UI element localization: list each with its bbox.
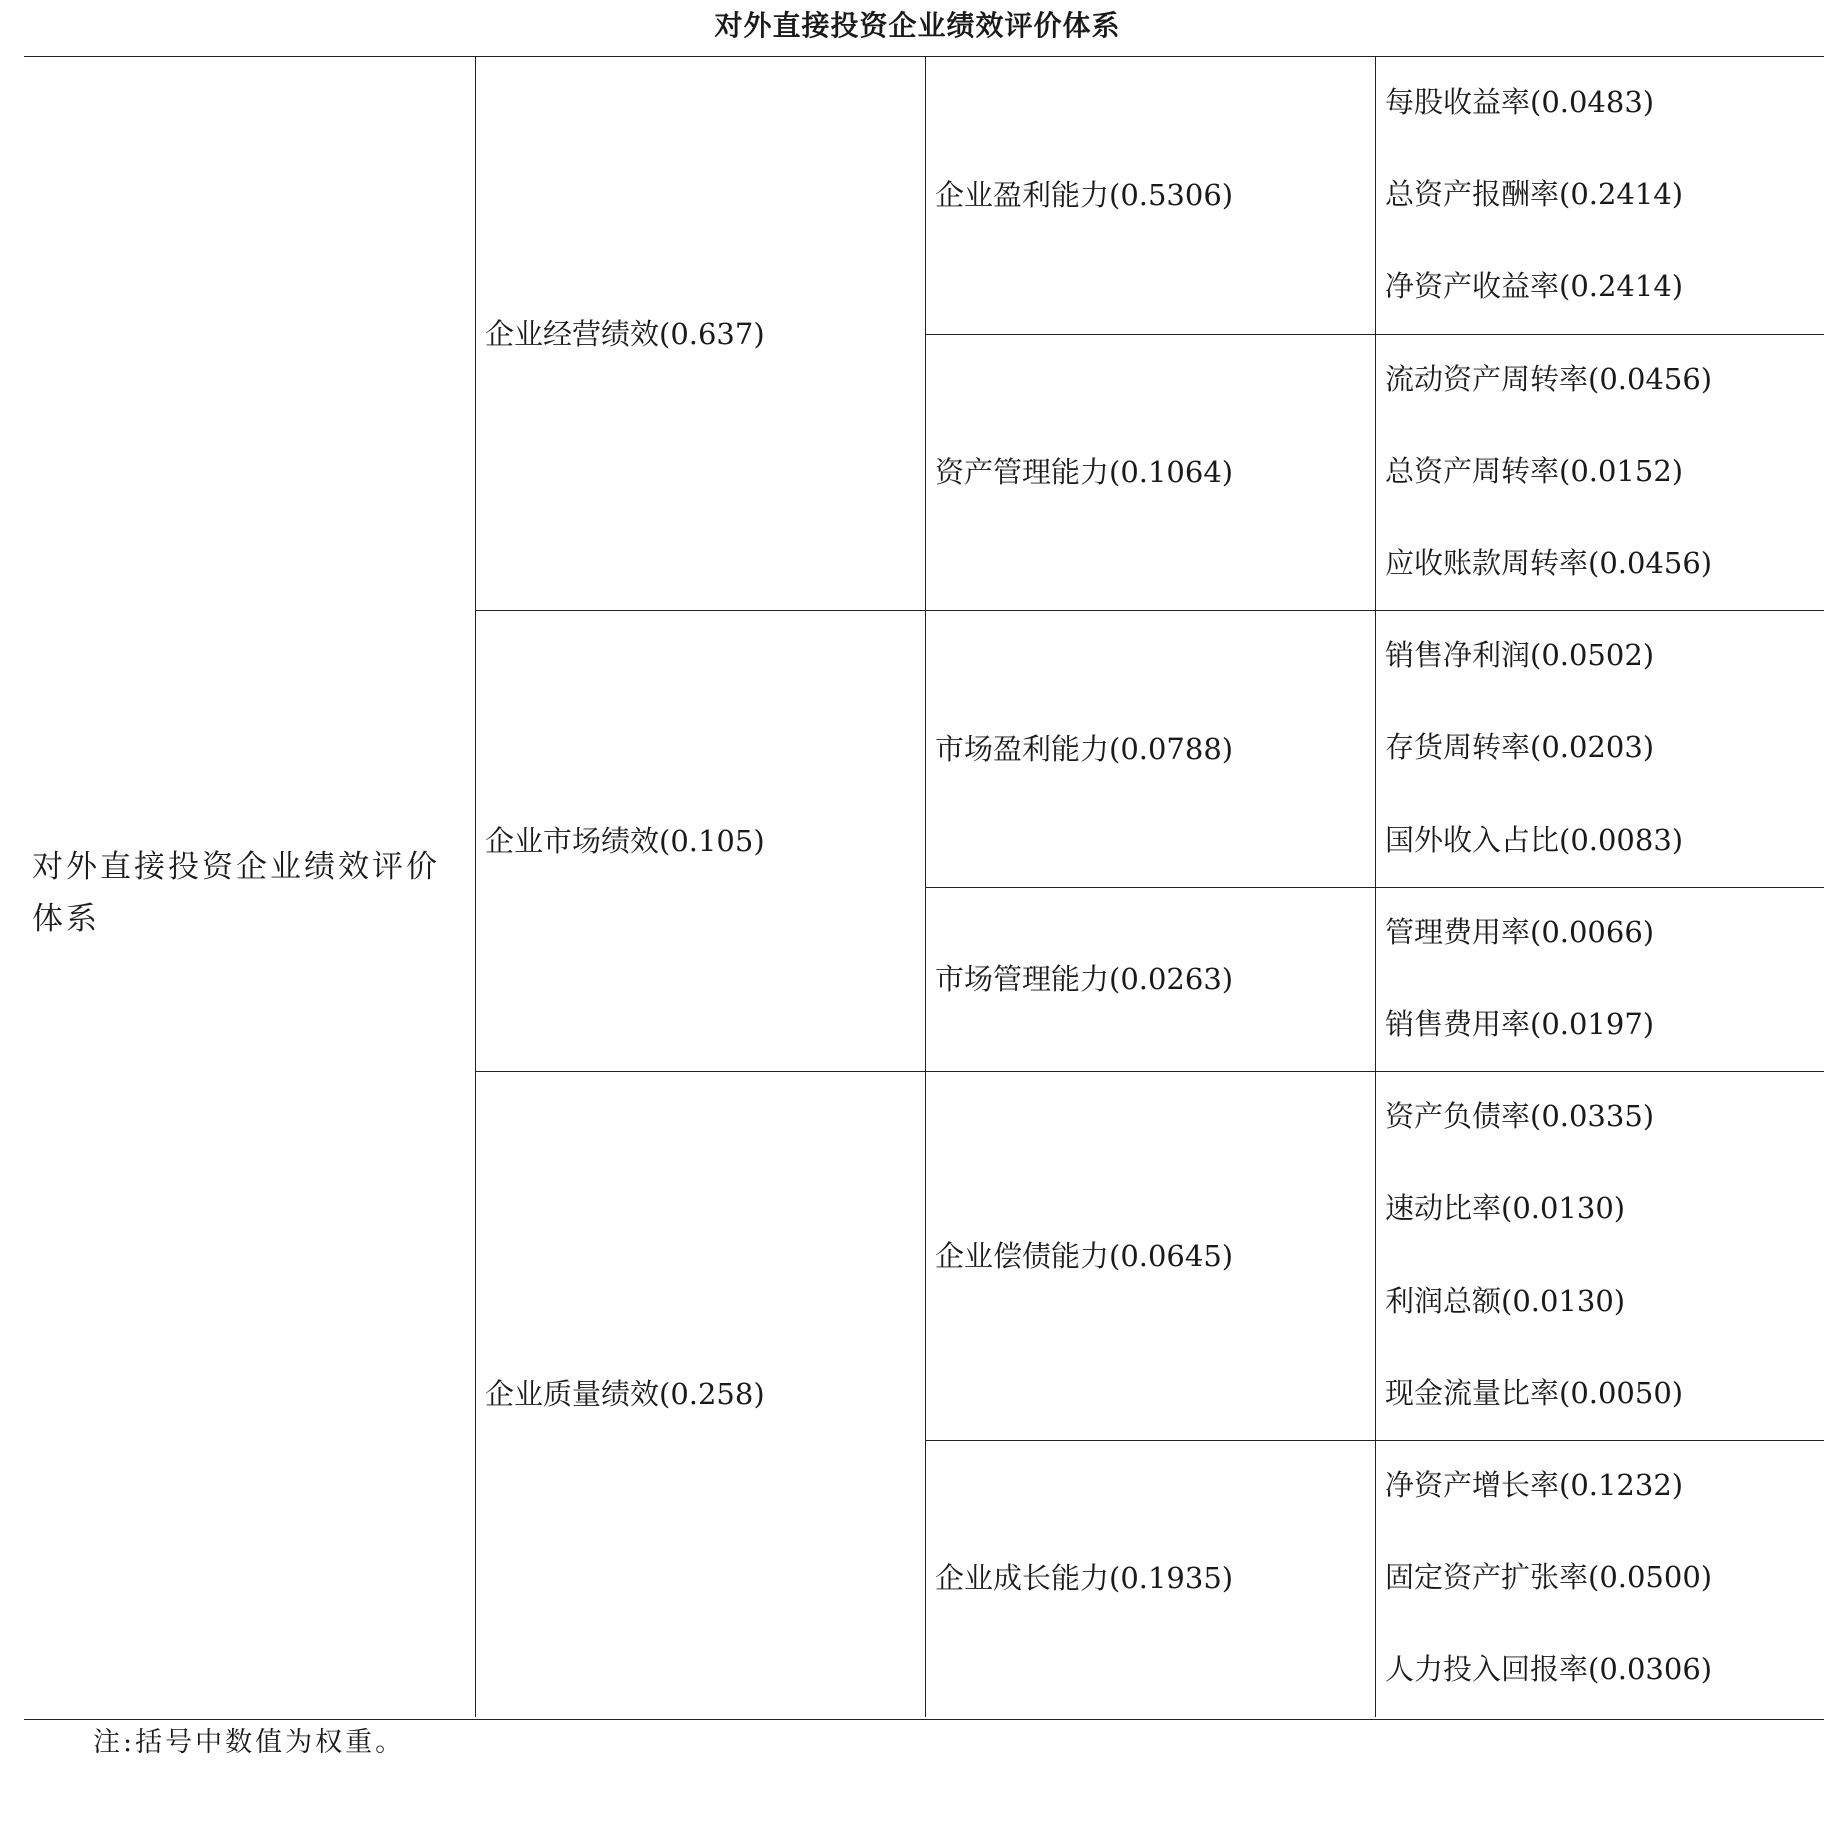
- category-cell: 企业市场绩效(0.105): [485, 823, 765, 858]
- indicator-cell: 固定资产扩张率(0.0500): [1385, 1560, 1713, 1595]
- indicator-cell: 销售净利润(0.0502): [1385, 638, 1655, 673]
- top-rule: [24, 56, 1824, 57]
- indicator-cell: 资产负债率(0.0335): [1385, 1099, 1655, 1134]
- bottom-rule: [24, 1719, 1824, 1720]
- sub-category-cell: 企业盈利能力(0.5306): [935, 178, 1234, 213]
- indicator-cell: 流动资产周转率(0.0456): [1385, 361, 1713, 396]
- indicator-cell: 每股收益率(0.0483): [1385, 85, 1655, 119]
- indicator-cell: 总资产报酬率(0.2414): [1385, 177, 1684, 212]
- sub-category-divider: [925, 334, 1824, 335]
- indicator-cell: 现金流量比率(0.0050): [1385, 1375, 1684, 1410]
- sub-category-divider: [925, 1440, 1824, 1441]
- indicator-cell: 国外收入占比(0.0083): [1385, 822, 1684, 857]
- indicator-cell: 销售费用率(0.0197): [1385, 1007, 1655, 1041]
- indicator-cell: 净资产收益率(0.2414): [1385, 269, 1684, 304]
- indicator-cell: 管理费用率(0.0066): [1385, 914, 1655, 949]
- sub-category-cell: 企业成长能力(0.1935): [935, 1561, 1234, 1596]
- table-note: 注:括号中数值为权重。: [93, 1727, 406, 1758]
- category-cell: 企业经营绩效(0.637): [485, 316, 765, 351]
- indicator-cell: 应收账款周转率(0.0456): [1385, 546, 1713, 580]
- category-divider: [475, 1071, 1824, 1072]
- sub-category-cell: 市场盈利能力(0.0788): [935, 731, 1234, 766]
- sub-category-cell: 资产管理能力(0.1064): [935, 454, 1234, 489]
- indicator-cell: 净资产增长率(0.1232): [1385, 1468, 1684, 1502]
- sub-category-cell: 企业偿债能力(0.0645): [935, 1238, 1234, 1273]
- indicator-cell: 存货周转率(0.0203): [1385, 730, 1655, 765]
- indicator-cell: 速动比率(0.0130): [1385, 1191, 1626, 1226]
- sub-category-cell: 市场管理能力(0.0263): [935, 962, 1234, 996]
- sub-category-divider: [925, 887, 1824, 888]
- indicator-cell: 人力投入回报率(0.0306): [1385, 1652, 1713, 1687]
- column-divider: [475, 57, 476, 1717]
- table-title: 对外直接投资企业绩效评价体系: [714, 9, 1121, 42]
- category-cell: 企业质量绩效(0.258): [485, 1376, 765, 1411]
- indicator-cell: 总资产周转率(0.0152): [1385, 453, 1684, 488]
- root-cell: 对外直接投资企业绩效评价体系: [32, 848, 440, 937]
- category-divider: [475, 610, 1824, 611]
- indicator-cell: 利润总额(0.0130): [1385, 1283, 1626, 1318]
